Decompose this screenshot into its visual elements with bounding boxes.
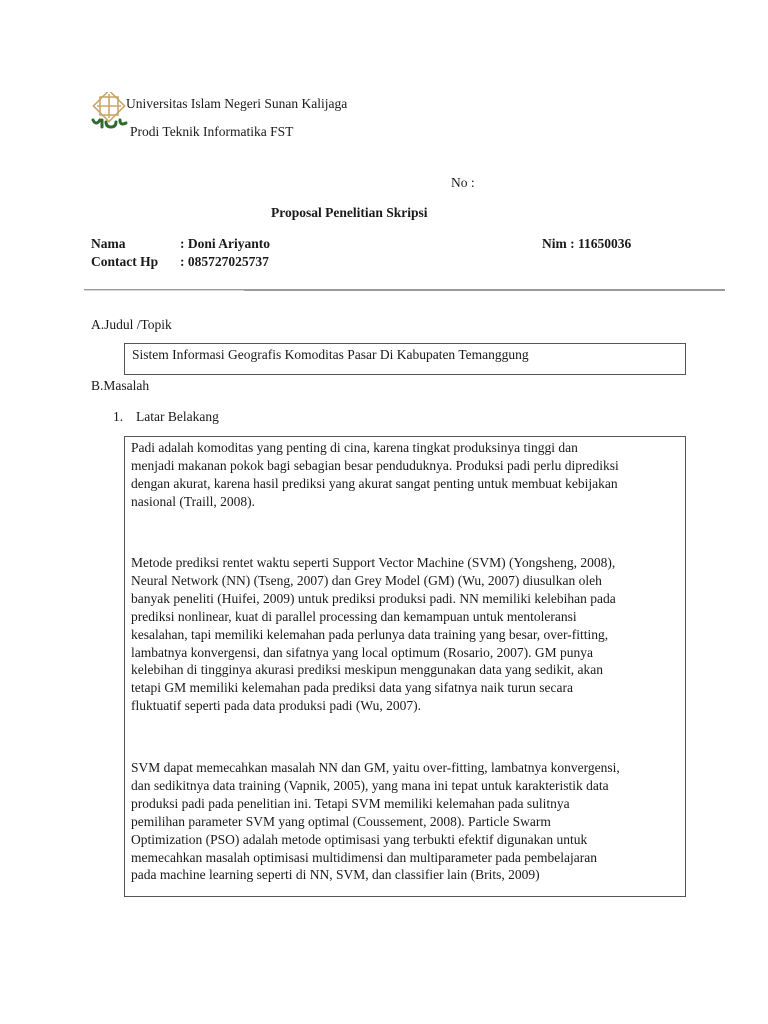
list-item-label: Latar Belakang	[136, 409, 219, 424]
name-value: : Doni Ariyanto	[180, 236, 271, 251]
document-number-label: No :	[451, 175, 475, 190]
background-paragraph-1: Padi adalah komoditas yang penting di cina, karena tingkat produksinya tinggi dan menjadi makanan pokok bagi sebagian besar penduduknya. Produksi padi perlu diprediksi dengan akurat, karena hasil prediksi yang akurat sangat penting untuk membuat kebijakan nasional (Traill, 2008).	[131, 440, 619, 509]
name-label: Nama	[91, 236, 126, 251]
topic-text: Sistem Informasi Geografis Komoditas Pasar Di Kabupaten Temanggung	[132, 347, 529, 362]
contact-label: Contact Hp	[91, 254, 159, 269]
university-name: Universitas Islam Negeri Sunan Kalijaga	[126, 96, 348, 111]
list-item-number: 1.	[113, 409, 124, 424]
header-divider-shadow	[84, 290, 244, 291]
topic-box	[124, 343, 686, 375]
background-paragraph-2: Metode prediksi rentet waktu seperti Support Vector Machine (SVM) (Yongsheng, 2008), Neural Network (NN) (Tseng, 2007) dan Grey Model (GM) (Wu, 2007) diusulkan oleh banyak peneliti (Huifei, 2009) untuk prediksi produksi padi. NN memiliki kelebihan pada prediksi nonlinear, kuat di parallel processing dan kemampuan untuk mentoleransi kesalahan, tapi memiliki kelemahan pada perlunya data training yang besar, over-fitting, lambatnya konvergensi, dan sifatnya yang local optimum (Rosario, 2007). GM punya kelebihan di tingginya akurasi prediksi meskipun menggunakan data yang sedikit, akan tetapi GM memiliki kelemahan pada prediksi data yang sifatnya naik turun secara fluktuatif seperti pada data produksi padi (Wu, 2007).	[131, 555, 616, 714]
document-title: Proposal Penelitian Skripsi	[271, 205, 428, 220]
department-name: Prodi Teknik Informatika FST	[130, 124, 294, 139]
contact-value: : 085727025737	[180, 254, 269, 269]
background-paragraph-3: SVM dapat memecahkan masalah NN dan GM, yaitu over-fitting, lambatnya konvergensi, dan sedikitnya data training (Vapnik, 2005), yang mana ini tepat untuk karakteristik data produksi padi pada penelitian ini. Tetapi SVM memiliki kelemahan pada sulitnya pemilihan parameter SVM yang optimal (Coussement, 2008). Particle Swarm Optimization (PSO) adalah metode optimisasi yang terbukti efektif digunakan untuk memecahkan masalah optimisasi multidimensi dan multiparameter pada pembelajaran pada machine learning seperti di NN, SVM, dan classifier lain (Brits, 2009)	[131, 760, 620, 883]
background-box	[124, 436, 686, 897]
university-logo	[91, 92, 131, 138]
section-b-heading: B.Masalah	[91, 378, 150, 393]
section-a-heading: A.Judul /Topik	[91, 317, 172, 332]
nim-value: Nim : 11650036	[542, 236, 632, 251]
